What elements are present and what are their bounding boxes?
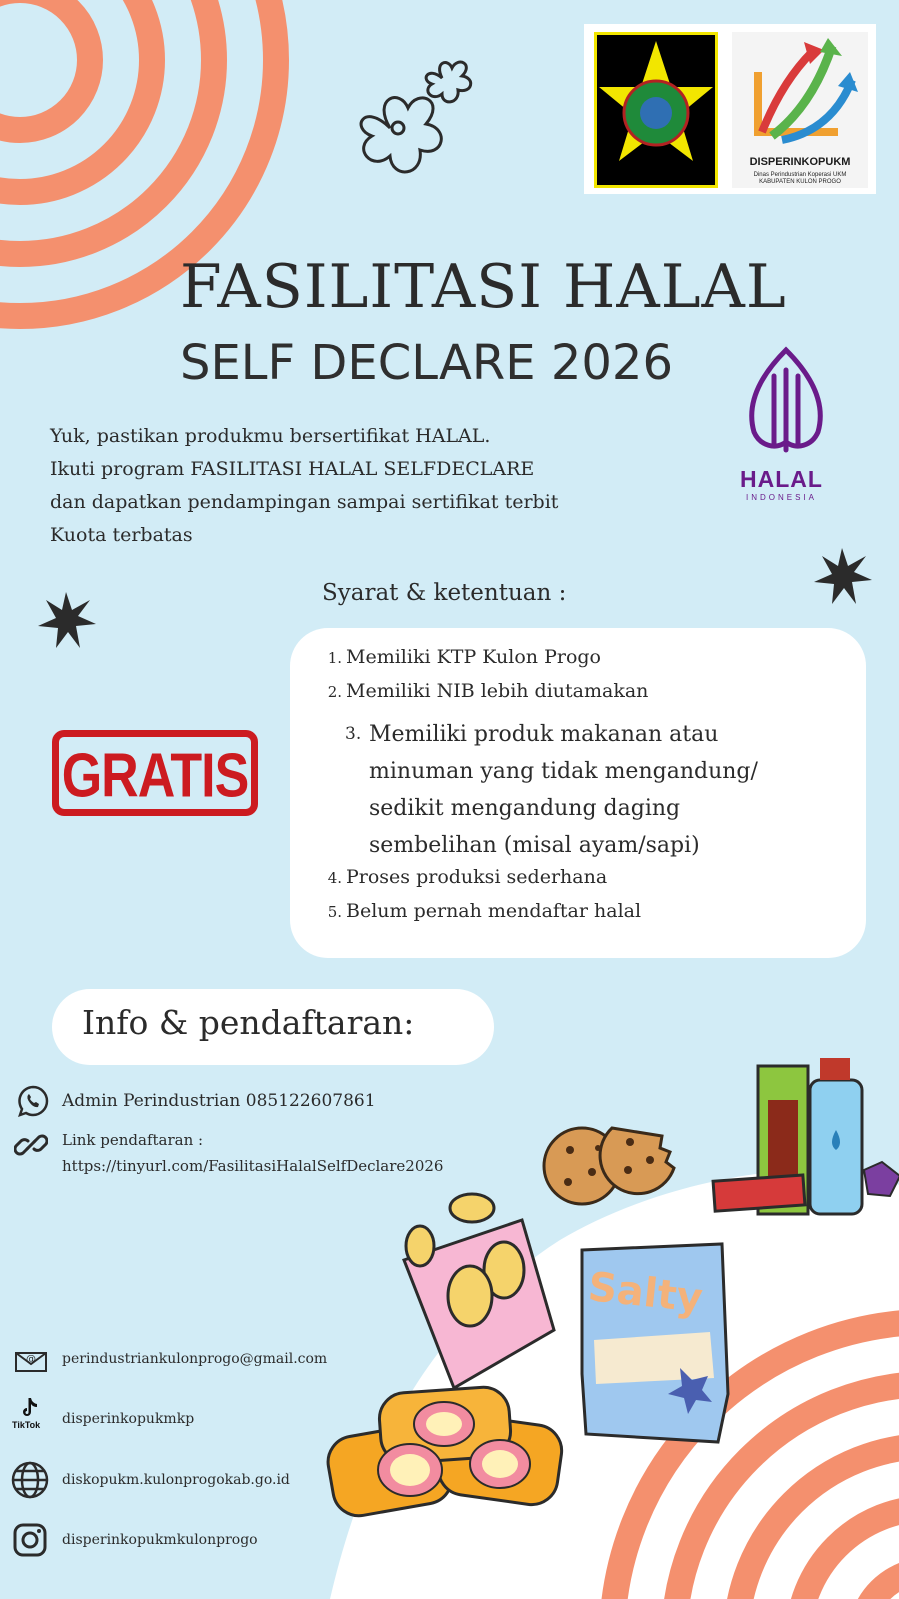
requirement-text: Memiliki KTP Kulon Progo [346, 646, 601, 668]
dinas-subtitle-line-1: Dinas Perindustrian Koperasi UKM [753, 172, 847, 178]
growth-arrows-icon [732, 32, 868, 152]
requirement-number: 1. [327, 649, 342, 667]
requirement-text: Belum pernah mendaftar halal [346, 900, 642, 922]
svg-text:@: @ [26, 1354, 36, 1365]
salty-snack-text: Salty [585, 1264, 705, 1322]
requirement-number: 4. [327, 869, 342, 887]
requirement-text: Proses produksi sederhana [346, 866, 608, 888]
dinas-subtitle [732, 172, 868, 186]
halal-indonesia-icon [740, 346, 832, 464]
email-contact: perindustriankulonprogo@gmail.com [62, 1351, 328, 1367]
instagram-icon [12, 1522, 48, 1558]
requirement-number: 3. [345, 724, 362, 744]
gratis-label: GRATIS [61, 741, 249, 811]
info-heading-pill [52, 989, 494, 1065]
intro-text [50, 420, 558, 552]
requirement-line: Memiliki produk makanan atau [369, 722, 719, 747]
requirement-item [320, 866, 607, 888]
logo-panel [584, 24, 876, 194]
link-label: Link pendaftaran : [62, 1131, 204, 1149]
info-heading: Info & pendaftaran: [82, 1003, 415, 1042]
requirement-line: sembelihan (misal ayam/sapi) [369, 833, 700, 858]
dinas-name: DISPERINKOPUKM [749, 156, 851, 168]
requirement-number: 5. [327, 903, 342, 921]
requirement-line: sedikit mengandung daging [369, 796, 681, 821]
registration-link[interactable]: https://tinyurl.com/FasilitasiHalalSelfDeclare2026 [62, 1157, 444, 1175]
tiktok-contact: disperinkopukmkp [62, 1411, 195, 1427]
gratis-stamp [52, 730, 258, 816]
intro-line: Yuk, pastikan produkmu bersertifikat HALAL. [50, 425, 491, 447]
requirement-text: Memiliki NIB lebih diutamakan [346, 680, 649, 702]
link-icon [14, 1128, 48, 1162]
snack-bar-illustration [713, 1058, 899, 1214]
requirement-number: 2. [327, 683, 342, 701]
requirement-item [320, 900, 641, 922]
emblem-icon [597, 35, 715, 185]
dinas-subtitle-line-2: KABUPATEN KULON PROGO [759, 179, 841, 185]
halal-logo-sub: INDONESIA [746, 493, 818, 502]
flower-doodle-icon [361, 62, 471, 172]
requirement-line: minuman yang tidak mengandung/ [369, 759, 758, 784]
email-icon [14, 1347, 48, 1373]
requirements-heading: Syarat & ketentuan : [322, 580, 567, 606]
halal-logo-word: HALAL [740, 466, 823, 492]
main-title: FASILITASI HALAL [180, 252, 787, 322]
cookies-illustration [544, 1128, 674, 1204]
kulon-progo-emblem [594, 32, 718, 188]
requirement-item [320, 646, 601, 668]
intro-line: Kuota terbatas [50, 524, 193, 546]
requirement-item [320, 680, 648, 702]
whatsapp-icon [16, 1084, 50, 1118]
tiktok-wordmark: TikTok [12, 1420, 41, 1430]
intro-line: Ikuti program FASILITASI HALAL SELFDECLARE [50, 458, 535, 480]
disperinkopukm-logo [732, 32, 868, 188]
whatsapp-contact: Admin Perindustrian 085122607861 [62, 1091, 376, 1111]
website-contact: diskopukm.kulonprogokab.go.id [62, 1472, 290, 1488]
sub-title: SELF DECLARE 2026 [180, 335, 673, 391]
intro-line: dan dapatkan pendampingan sampai sertifikat terbit [50, 491, 559, 513]
requirement-text [369, 716, 829, 864]
globe-icon [10, 1460, 50, 1500]
instagram-contact: disperinkopukmkulonprogo [62, 1532, 258, 1548]
tiktok-icon [18, 1396, 42, 1420]
